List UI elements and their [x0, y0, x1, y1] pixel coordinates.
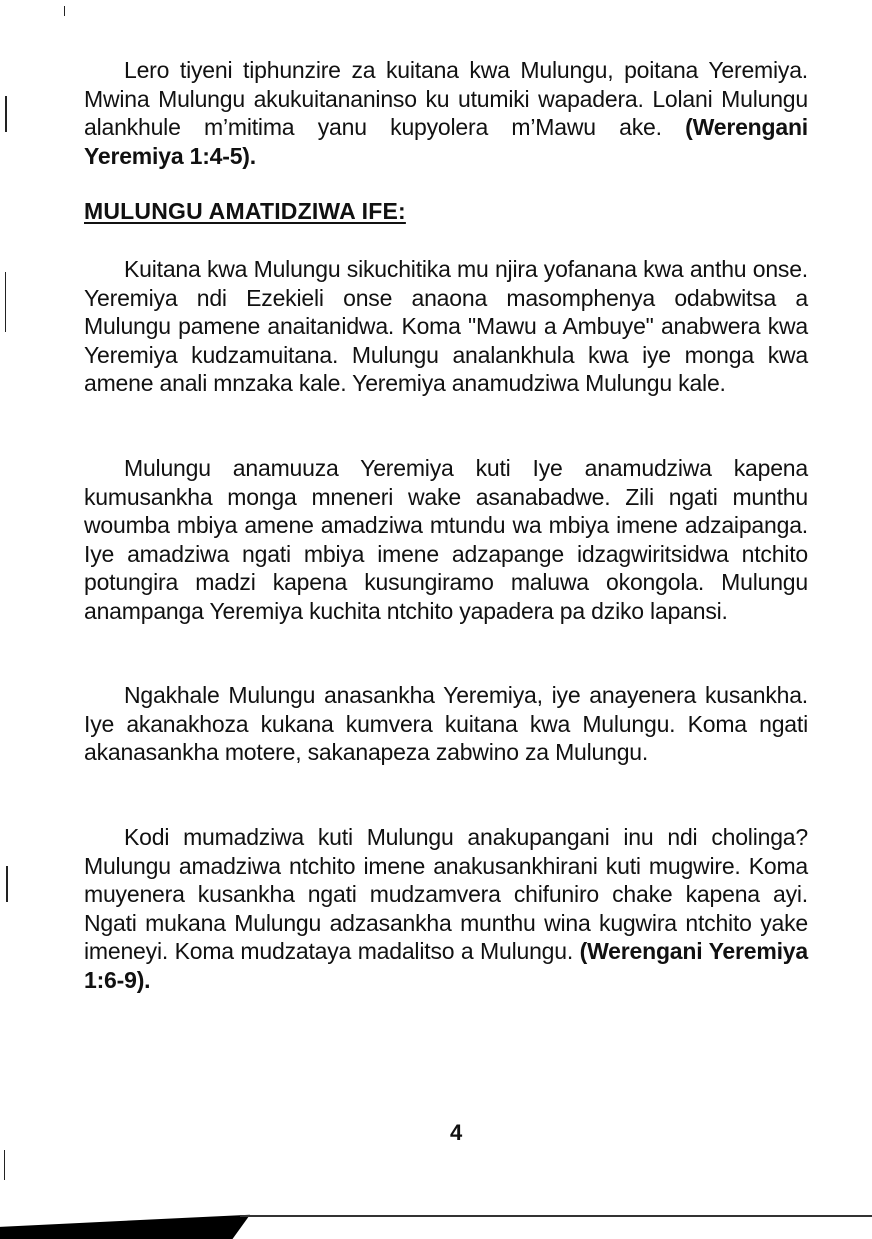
scan-mark-left-4 — [4, 1150, 5, 1180]
scan-mark-top — [64, 6, 65, 16]
paragraph-5 — [84, 823, 808, 995]
scan-mark-left-2 — [5, 272, 6, 332]
intro-scripture-reference: (Werengani Yeremiya 1:4-5). — [84, 114, 808, 169]
closing-scripture-reference: (Werengani Yeremiya 1:6-9). — [84, 938, 808, 993]
intro-paragraph-text: Lero tiyeni tiphunzire za kuitana kwa Mulungu, poitana Yeremiya. Mwina Mulungu akukuitananinso ku utumiki wapadera. Lolani Mulungu alankhule m’mitima yanu kupyolera m’Mawu ake. — [84, 57, 808, 141]
paragraph-3: Mulungu anamuuza Yeremiya kuti Iye anamudziwa kapena kumusankha monga mneneri wake asanabadwe. Zili ngati munthu woumba mbiya amene amadziwa mtundu wa mbiya imene adzaipanga. Iye amadziwa ngati mbiya imene adzapange idzagwiritsidwa ntchito potungira madzi kapena kusungiramo maluwa okongola. Mulungu anampanga Yeremiya kuchita ntchito yapadera pa dziko lapansi. — [84, 455, 808, 624]
page-number: 4 — [450, 1120, 463, 1145]
paragraph-5-text: Kodi mumadziwa kuti Mulungu anakupangani inu ndi cholinga? Mulungu amadziwa ntchito imene anakusankhirani kuti mugwire. Koma muyenera kusankha ngati mudzamvera chifuniro chake kapena ayi. Ngati mukana Mulungu adzasankha munthu wina kugwira ntchito yake imeneyi. Koma mudzataya madalitso a Mulungu. — [84, 824, 808, 965]
scan-edge-bar — [0, 1212, 250, 1239]
section-heading: MULUNGU AMATIDZIWA IFE: — [84, 198, 406, 224]
scan-mark-left-3 — [6, 866, 8, 902]
intro-paragraph — [84, 56, 808, 170]
scan-mark-left-1 — [5, 96, 7, 132]
paragraph-2: Kuitana kwa Mulungu sikuchitika mu njira yofanana kwa anthu onse. Yeremiya ndi Ezekieli onse anaona masomphenya odabwitsa a Mulungu pamene anaitanidwa. Koma "Mawu a Ambuye" anabwera kwa Yeremiya kudzamuitana. Mulungu analankhula kwa iye monga kwa amene anali mnzaka kale. Yeremiya anamudziwa Mulungu kale. — [84, 256, 808, 397]
paragraph-4: Ngakhale Mulungu anasankha Yeremiya, iye anayenera kusankha. Iye akanakhoza kukana kumvera kuitana kwa Mulungu. Koma ngati akanasankha motere, sakanapeza zabwino za Mulungu. — [84, 682, 808, 766]
scan-edge-line — [240, 1215, 872, 1217]
